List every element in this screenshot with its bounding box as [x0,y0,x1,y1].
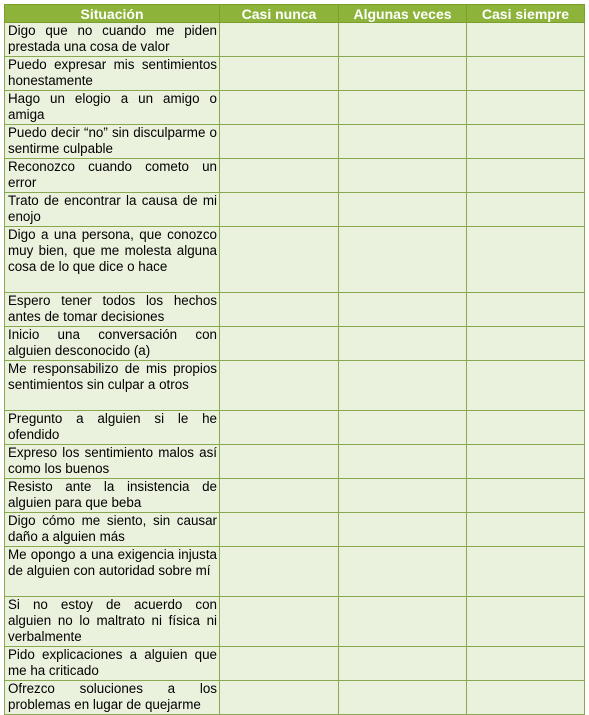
casi-siempre-cell[interactable] [467,411,585,445]
casi-nunca-cell[interactable] [220,479,339,513]
situation-cell: Me opongo a una exigencia injusta de alguien con autoridad sobre mí [5,547,220,597]
casi-siempre-cell[interactable] [467,361,585,411]
algunas-veces-cell[interactable] [339,647,467,681]
table-row [5,597,585,647]
situation-cell: Expreso los sentimiento malos así como los buenos [5,445,220,479]
casi-nunca-cell[interactable] [220,513,339,547]
situation-cell: Pido explicaciones a alguien que me ha criticado [5,647,220,681]
algunas-veces-cell[interactable] [339,361,467,411]
casi-siempre-cell[interactable] [467,23,585,57]
casi-siempre-cell[interactable] [467,293,585,327]
situation-cell: Trato de encontrar la causa de mi enojo [5,193,220,227]
algunas-veces-cell[interactable] [339,193,467,227]
table-row [5,159,585,193]
casi-nunca-cell[interactable] [220,681,339,715]
table-row [5,513,585,547]
situation-cell: Digo a una persona, que conozco muy bien, que me molesta alguna cosa de lo que dice o hace [5,227,220,293]
situation-cell: Digo cómo me siento, sin causar daño a alguien más [5,513,220,547]
casi-siempre-cell[interactable] [467,327,585,361]
situation-cell: Hago un elogio a un amigo o amiga [5,91,220,125]
casi-siempre-cell[interactable] [467,597,585,647]
casi-siempre-cell[interactable] [467,547,585,597]
casi-siempre-cell[interactable] [467,681,585,715]
header-casi-nunca: Casi nunca [220,5,339,23]
header-casi-siempre: Casi siempre [467,5,585,23]
table-row [5,193,585,227]
casi-nunca-cell[interactable] [220,23,339,57]
algunas-veces-cell[interactable] [339,91,467,125]
casi-nunca-cell[interactable] [220,193,339,227]
casi-siempre-cell[interactable] [467,57,585,91]
casi-nunca-cell[interactable] [220,327,339,361]
table-row [5,57,585,91]
situation-cell: Digo que no cuando me piden prestada una cosa de valor [5,23,220,57]
algunas-veces-cell[interactable] [339,159,467,193]
casi-siempre-cell[interactable] [467,91,585,125]
situation-cell: Reconozco cuando cometo un error [5,159,220,193]
casi-nunca-cell[interactable] [220,445,339,479]
table-row [5,547,585,597]
situation-cell: Puedo expresar mis sentimientos honestamente [5,57,220,91]
situation-cell: Puedo decir “no” sin disculparme o sentirme culpable [5,125,220,159]
table-row [5,227,585,293]
casi-nunca-cell[interactable] [220,361,339,411]
algunas-veces-cell[interactable] [339,23,467,57]
table-row [5,411,585,445]
table-row [5,23,585,57]
casi-siempre-cell[interactable] [467,479,585,513]
situation-cell: Me responsabilizo de mis propios sentimientos sin culpar a otros [5,361,220,411]
table-row [5,647,585,681]
assertiveness-table [4,4,585,715]
casi-nunca-cell[interactable] [220,125,339,159]
algunas-veces-cell[interactable] [339,227,467,293]
algunas-veces-cell[interactable] [339,411,467,445]
header-row [5,5,585,23]
casi-nunca-cell[interactable] [220,647,339,681]
casi-nunca-cell[interactable] [220,227,339,293]
table-row [5,445,585,479]
algunas-veces-cell[interactable] [339,681,467,715]
algunas-veces-cell[interactable] [339,125,467,159]
algunas-veces-cell[interactable] [339,513,467,547]
casi-nunca-cell[interactable] [220,411,339,445]
table-row [5,293,585,327]
casi-siempre-cell[interactable] [467,125,585,159]
situation-cell: Si no estoy de acuerdo con alguien no lo maltrato ni física ni verbalmente [5,597,220,647]
header-algunas-veces: Algunas veces [339,5,467,23]
casi-nunca-cell[interactable] [220,57,339,91]
table-row [5,361,585,411]
casi-siempre-cell[interactable] [467,445,585,479]
situation-cell: Pregunto a alguien si le he ofendido [5,411,220,445]
casi-siempre-cell[interactable] [467,193,585,227]
table-row [5,681,585,715]
casi-nunca-cell[interactable] [220,547,339,597]
table-row [5,479,585,513]
casi-siempre-cell[interactable] [467,647,585,681]
algunas-veces-cell[interactable] [339,57,467,91]
table-row [5,91,585,125]
table-body [5,23,585,715]
casi-nunca-cell[interactable] [220,293,339,327]
casi-siempre-cell[interactable] [467,227,585,293]
casi-siempre-cell[interactable] [467,513,585,547]
algunas-veces-cell[interactable] [339,479,467,513]
algunas-veces-cell[interactable] [339,445,467,479]
casi-nunca-cell[interactable] [220,597,339,647]
casi-siempre-cell[interactable] [467,159,585,193]
situation-cell: Resisto ante la insistencia de alguien para que beba [5,479,220,513]
casi-nunca-cell[interactable] [220,91,339,125]
situation-cell: Ofrezco soluciones a los problemas en lugar de quejarme [5,681,220,715]
algunas-veces-cell[interactable] [339,327,467,361]
header-situacion: Situación [5,5,220,23]
questionnaire-container [4,4,584,715]
table-row [5,327,585,361]
casi-nunca-cell[interactable] [220,159,339,193]
algunas-veces-cell[interactable] [339,547,467,597]
algunas-veces-cell[interactable] [339,293,467,327]
table-row [5,125,585,159]
algunas-veces-cell[interactable] [339,597,467,647]
situation-cell: Inicio una conversación con alguien desconocido (a) [5,327,220,361]
situation-cell: Espero tener todos los hechos antes de tomar decisiones [5,293,220,327]
